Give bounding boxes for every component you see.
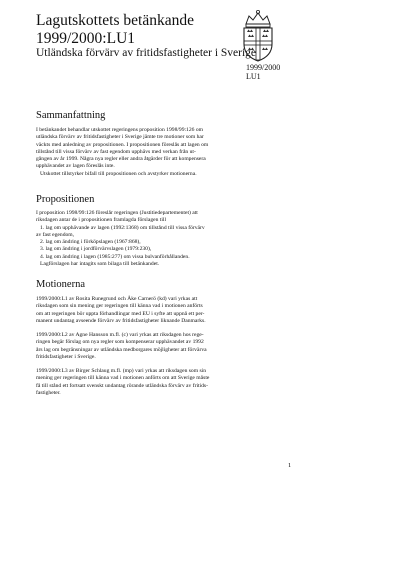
motions-heading: Motionerna bbox=[36, 279, 85, 290]
motion-paragraph-l3: 1999/2000:L3 av Birger Schlaug m.fl. (mp) vari yrkas att riksdagen som sin mening ger regeringen till känna vad i motionen anförts om att Sverige måste få till stånd ett fortsatt svenskt undantag rörande utländska förvärv av fritids- fastigheter. bbox=[36, 368, 210, 396]
proposition-paragraph: I proposition 1998/99:126 föreslår regeringen (Justitiedepartementet) att riksdagen antar de i propositionen framlagda förslagen till 1. lag om upphävande av lagen (1992:1368) om tillstånd till vissa förvärv av fast egendom, 2. lag om ändring i förköpslagen (1967:868), 3. lag om ändring i jordförvärvslagen (1979:230), 4. lag om ändring i lagen (1985:277) om vissa bulvanförhållanden. Lagförslagen har intagits som bilaga till betänkandet. bbox=[36, 210, 294, 268]
list-item: 3. lag om ändring i jordförvärvslagen (1979:230), bbox=[40, 246, 152, 253]
summary-paragraph: I betänkandet behandlar utskottet regeringens proposition 1998/99:126 om utländska förvärv av fritidsfastigheter i Sverige jämte tre motioner som har väckts med anledning av propositionen. I propositionen föreslås att lagen om tillstånd till vissa förvärv av fast egendom upphävs med verkan från ut- gången av år 1999. Några nya regler eller andra åtgärder för att kompensera upphävandet av lagen föreslås inte. Utskottet tillstyrker bifall till propositionen och avstyrker motionerna. bbox=[36, 127, 294, 178]
proposition-heading: Propositionen bbox=[36, 194, 95, 205]
document-number-title: 1999/2000:LU1 bbox=[36, 30, 136, 47]
motion-paragraph-l2: 1999/2000:L2 av Agne Hansson m.fl. (c) vari yrkas att riksdagen hos rege- ringen begär förslag om nya regler som kompenserar upphävandet av 1992 års lag om begränsningar av utländska medborgares möjligheter att förvärva fritidsfastigheter i Sverige. bbox=[36, 332, 207, 360]
summary-closing: Utskottet tillstyrker bifall till propositionen och avstyrker motionerna. bbox=[40, 170, 197, 177]
list-item: av fast egendom, bbox=[36, 231, 75, 238]
page-number: 1 bbox=[288, 462, 292, 469]
list-item: 4. lag om ändring i lagen (1985:277) om vissa bulvanförhållanden. bbox=[40, 253, 190, 260]
coat-of-arms-icon bbox=[236, 8, 280, 64]
summary-heading: Sammanfattning bbox=[36, 110, 106, 121]
proposition-closing: Lagförslagen har intagits som bilaga till betänkandet. bbox=[40, 261, 160, 268]
list-item: 2. lag om ändring i förköpslagen (1967:868), bbox=[40, 239, 141, 246]
motion-paragraph-l1: 1999/2000:L1 av Rosita Runegrund och Åke Carnerö (kd) vari yrkas att riksdagen som sin mening ger regeringen till känna vad i motionen anförts om att regeringen bör uppta förhandlingar med EU i syfte att uppnå ett per- manent undantag avseende förvärv av fritidsfastigheter liknande Danmarks. bbox=[36, 296, 206, 324]
document-number: 1999/2000 LU1 bbox=[246, 63, 281, 81]
document-subtitle: Utländska förvärv av fritidsfastigheter i Sverige bbox=[36, 47, 257, 59]
list-item: 1. lag om upphävande av lagen (1992:1368) om tillstånd till vissa förvärv bbox=[40, 224, 205, 231]
document-title: Lagutskottets betänkande bbox=[36, 12, 194, 29]
